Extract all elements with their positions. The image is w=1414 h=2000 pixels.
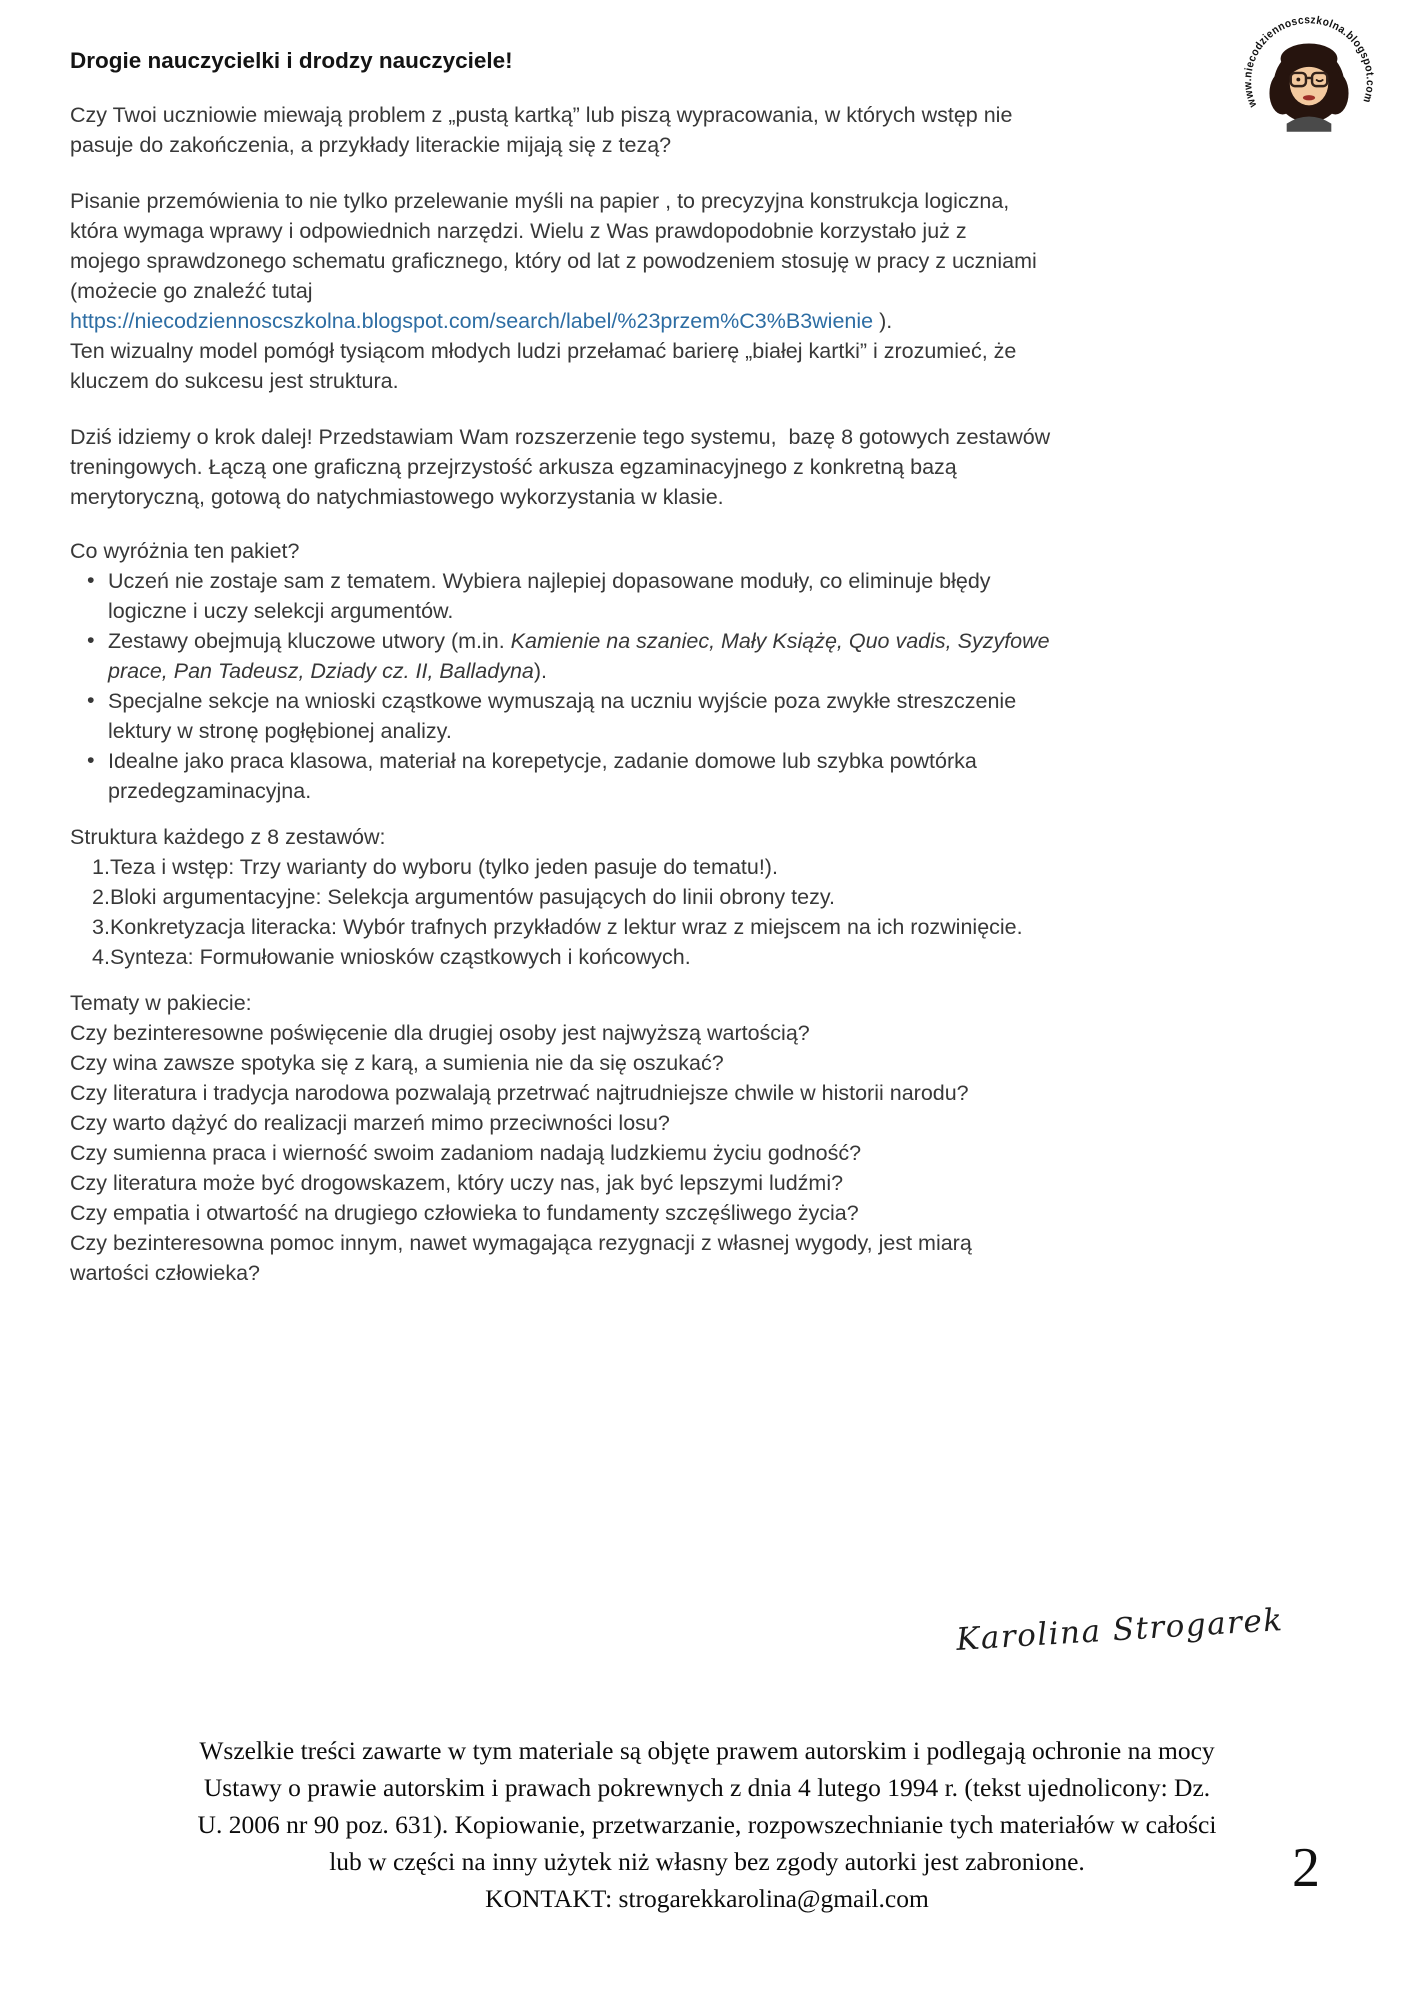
text-line: pasuje do zakończenia, a przykłady literackie mijają się z tezą? [70,133,672,157]
features-list [70,566,1350,806]
topic-line: Czy sumienna praca i wierność swoim zadaniom nadają ludzkiemu życiu godność? [70,1141,862,1165]
bullet-line: prace, Pan Tadeusz, Dziady cz. II, Balladyna). [108,659,547,683]
bullet-line: przedegzaminacyjna. [108,779,312,803]
offer-paragraph [70,422,1350,512]
numbered-line: 4.Synteza: Formułowanie wniosków cząstkowych i końcowych. [92,945,691,969]
list-number: 3. [92,915,110,939]
topic-line: Czy literatura i tradycja narodowa pozwalają przetrwać najtrudniejsze chwile w historii narodu? [70,1081,969,1105]
topics-list [70,1018,1350,1288]
list-number: 2. [92,885,110,909]
blog-link[interactable]: https://niecodziennoscszkolna.blogspot.com/search/label/%23przem%C3%B3wienie [70,309,874,333]
bullet-line: lektury w stronę pogłębionej analizy. [108,719,452,743]
blog-logo-graphic [1238,8,1380,150]
text-line: https://niecodziennoscszkolna.blogspot.com/search/label/%23przem%C3%B3wienie ). [70,309,893,333]
bullet-icon: • [87,748,95,772]
bullet-line: • Zestawy obejmują kluczowe utwory (m.in. Kamienie na szaniec, Mały Książę, Quo vadis, Syzyfowe [70,626,1350,656]
bullet-line: • Specjalne sekcje na wnioski cząstkowe wymuszają na uczniu wyjście poza zwykłe streszczenie [70,686,1350,716]
copyright-footer [50,1732,1364,1917]
copyright-line: Wszelkie treści zawarte w tym materiale są objęte prawem autorskim i podlegają ochronie na mocy [199,1736,1215,1765]
blog-logo [1238,8,1380,150]
text-line: Ten wizualny model pomógł tysiącom młodych ludzi przełamać barierę „białej kartki” i zrozumieć, że [70,339,1017,363]
bullet-line: logiczne i uczy selekcji argumentów. [108,599,454,623]
page-number: 2 [1292,1837,1320,1899]
text-line: Czy Twoi uczniowie miewają problem z „pustą kartką” lub piszą wypracowania, w których wstęp nie [70,103,1013,127]
contact-line: KONTAKT: strogarekkarolina@gmail.com [485,1884,929,1913]
structure-heading: Struktura każdego z 8 zestawów: [70,825,386,849]
numbered-line: 2.Bloki argumentacyjne: Selekcja argumentów pasujących do linii obrony tezy. [92,885,835,909]
text-line: mojego sprawdzonego schematu graficznego, który od lat z powodzeniem stosuję w pracy z uczniami [70,249,1037,273]
text-line: kluczem do sukcesu jest struktura. [70,369,399,393]
topic-line: Czy warto dążyć do realizacji marzeń mimo przeciwności losu? [70,1111,670,1135]
copyright-lines [50,1732,1364,1880]
text-line: treningowych. Łączą one graficzną przejrzystość arkusza egzaminacyjnego z konkretną bazą [70,455,957,479]
logo-circle-text: www.niecodziennoscszkolna.blogspot.com [1242,14,1376,109]
text-line: Dziś idziemy o krok dalej! Przedstawiam Wam rozszerzenie tego systemu, bazę 8 gotowych zestawów [70,425,1051,449]
bullet-line: • Uczeń nie zostaje sam z tematem. Wybiera najlepiej dopasowane moduły, co eliminuje błędy [70,566,1350,596]
bullet-icon: • [87,568,95,592]
text-line: która wymaga wprawy i odpowiednich narzędzi. Wielu z Was prawdopodobnie korzystało już z [70,219,967,243]
text-line: Pisanie przemówienia to nie tylko przelewanie myśli na papier , to precyzyjna konstrukcja logiczna, [70,189,1010,213]
copyright-line: U. 2006 nr 90 poz. 631). Kopiowanie, przetwarzanie, rozpowszechnianie tych materiałów w całości [197,1810,1217,1839]
topic-line: Czy bezinteresowne poświęcenie dla drugiej osoby jest najwyższą wartością? [70,1021,810,1045]
text-line: (możecie go znaleźć tutaj [70,279,313,303]
topic-line: Czy wina zawsze spotyka się z karą, a sumienia nie da się oszukać? [70,1051,724,1075]
bullet-icon: • [87,688,95,712]
numbered-line: 1.Teza i wstęp: Trzy warianty do wyboru (tylko jeden pasuje do tematu!). [92,855,778,879]
bullet-line: • Idealne jako praca klasowa, materiał na korepetycje, zadanie domowe lub szybka powtórka [70,746,1350,776]
greeting-heading: Drogie nauczycielki i drodzy nauczyciele! [70,48,513,73]
topic-line: Czy bezinteresowna pomoc innym, nawet wymagająca rezygnacji z własnej wygody, jest miarą [70,1231,972,1255]
copyright-line: Ustawy o prawie autorskim i prawach pokrewnych z dnia 4 lutego 1994 r. (tekst ujednolicony: Dz. [203,1773,1211,1802]
schema-paragraph [70,186,1350,396]
features-heading: Co wyróżnia ten pakiet? [70,539,300,563]
bullet-icon: • [87,628,95,652]
structure-list [70,852,1350,972]
text-line: merytoryczną, gotową do natychmiastowego wykorzystania w klasie. [70,485,724,509]
numbered-line: 3.Konkretyzacja literacka: Wybór trafnych przykładów z lektur wraz z miejscem na ich rozwinięcie. [92,915,1023,939]
copyright-line: lub w części na inny użytek niż własny bez zgody autorki jest zabronione. [329,1847,1085,1876]
topic-line: Czy empatia i otwartość na drugiego człowieka to fundamenty szczęśliwego życia? [70,1201,859,1225]
intro-paragraph [70,100,1350,160]
topic-line: wartości człowieka? [70,1261,260,1285]
topics-heading: Tematy w pakiecie: [70,991,252,1015]
signature: Karolina Strogarek [955,1602,1285,1658]
topic-line: Czy literatura może być drogowskazem, który uczy nas, jak być lepszymi ludźmi? [70,1171,844,1195]
list-number: 4. [92,945,110,969]
list-number: 1. [92,855,110,879]
